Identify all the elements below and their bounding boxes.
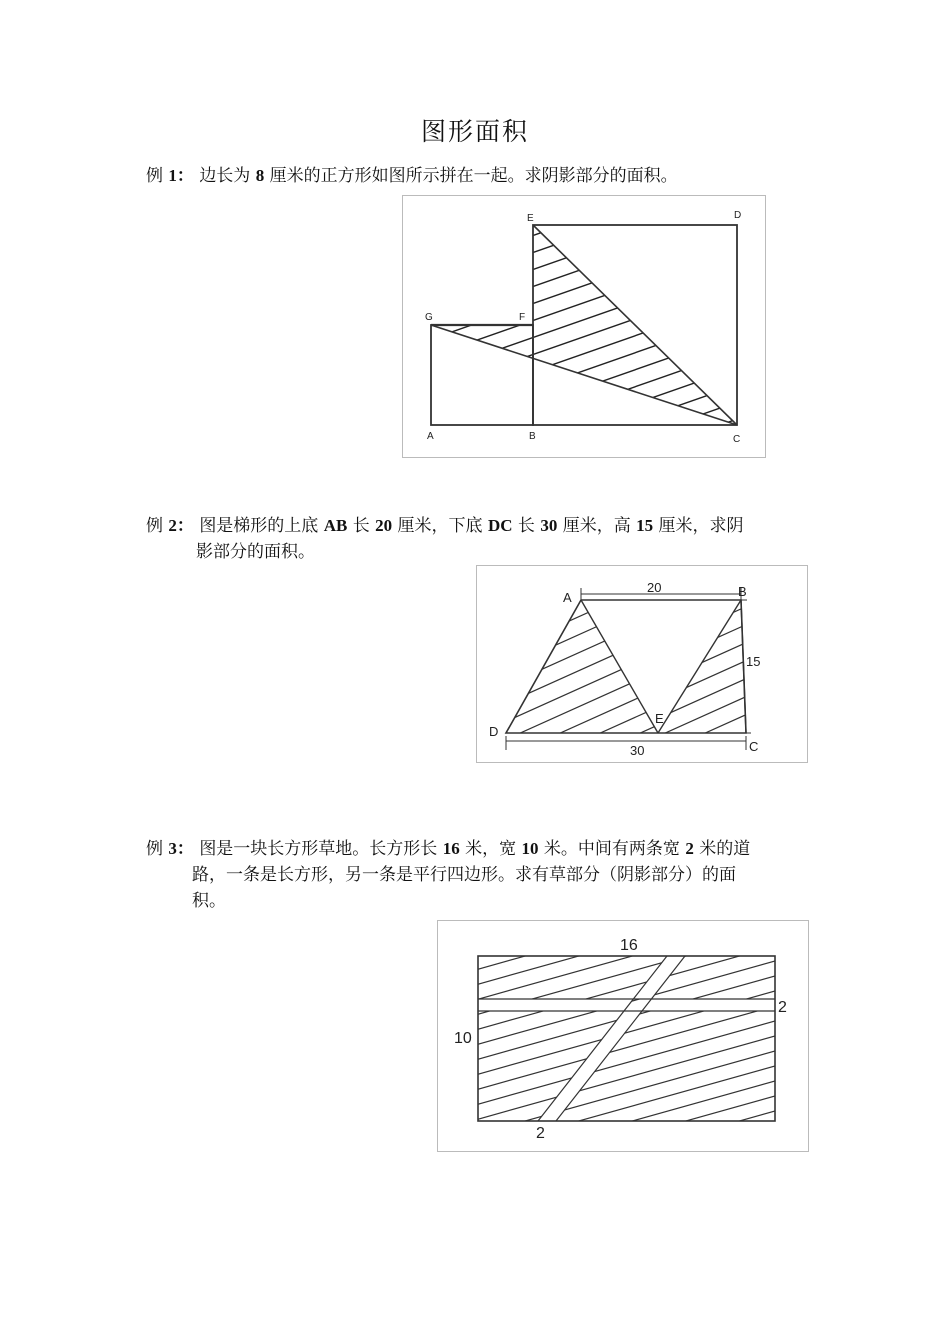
hatch-line: [423, 349, 743, 457]
example-number: 2: [168, 516, 177, 535]
text-number: 30: [540, 516, 558, 535]
dim-20: 20: [647, 580, 662, 595]
hatch-line: [652, 566, 752, 577]
hatch-line: [423, 196, 743, 206]
point-g: G: [425, 312, 433, 323]
text-part: 厘米，高: [557, 516, 637, 536]
hatch-line: [497, 631, 667, 708]
separator: ：: [176, 839, 194, 858]
hatch-line: [423, 298, 743, 410]
point-e: E: [655, 711, 664, 726]
point-c: C: [733, 434, 741, 445]
hatch-line: [423, 281, 743, 393]
hatch-line: [423, 196, 743, 291]
example-number: 3: [168, 839, 177, 858]
text-number: AB: [323, 516, 348, 535]
hatch-line: [652, 730, 752, 762]
hatch-line: [423, 400, 743, 457]
text-number: 2: [685, 839, 694, 858]
hatch-line: [652, 622, 752, 667]
hatch-line: [473, 1125, 778, 1151]
text-part: 长: [512, 516, 541, 536]
text-part: 图是一块长方形草地。长方形长: [199, 839, 443, 859]
hatch-line: [473, 921, 778, 1001]
hatch-line: [423, 196, 743, 257]
hatch-line: [423, 196, 743, 308]
figure-2: [476, 565, 808, 763]
hatch-line: [423, 383, 743, 457]
text-part: 图是梯形的上底: [199, 516, 324, 536]
point-a: A: [563, 590, 572, 605]
line-ae: [581, 600, 658, 733]
dim-16: 16: [620, 937, 638, 954]
line-gc: [431, 325, 737, 425]
hatch-line: [423, 264, 743, 376]
hatch-line: [423, 196, 743, 240]
text-line: 影部分的面积。: [196, 542, 315, 562]
text-number: DC: [487, 516, 513, 535]
example-3-text: [146, 836, 808, 914]
hatch-line: [423, 213, 743, 325]
example-label: 例: [146, 516, 163, 536]
text-part: 米的道: [693, 839, 751, 859]
point-c: C: [749, 739, 759, 754]
hatch-line: [652, 586, 752, 631]
hatch-line: [473, 1095, 778, 1151]
hatch-line: [497, 566, 667, 582]
hatch-line: [423, 315, 743, 427]
hatch-line: [473, 1110, 778, 1151]
example-label: 例: [146, 166, 163, 186]
text-line: 路，一条是长方形，另一条是平行四边形。求有草部分（阴影部分）的面: [192, 865, 736, 885]
small-square: [431, 325, 533, 425]
dim-15: 15: [746, 654, 761, 669]
point-e: E: [527, 213, 534, 224]
example-2-text: [146, 513, 808, 565]
text-part: 厘米的正方形如图所示拼在一起。求阴影部分的面积。: [264, 166, 678, 186]
hatch-line: [423, 332, 743, 444]
text-number: 10: [521, 839, 539, 858]
field-rect: [478, 956, 775, 1121]
point-d: D: [734, 210, 742, 221]
text-number: 20: [375, 516, 393, 535]
dim-2-right: 2: [778, 999, 787, 1016]
text-line: 积。: [192, 891, 226, 911]
figure-3: [437, 920, 809, 1152]
hatch-line: [497, 613, 667, 690]
hatch-line: [497, 577, 667, 654]
line-be: [658, 600, 741, 733]
text-part: 边长为: [199, 166, 256, 186]
hatch-line: [423, 196, 743, 274]
line-ec: [533, 225, 737, 425]
separator: ：: [176, 166, 194, 185]
text-part: 米，宽: [459, 839, 522, 859]
hatch-line: [473, 1080, 778, 1151]
example-label: 例: [146, 839, 163, 859]
point-b: B: [738, 584, 747, 599]
point-a: A: [427, 431, 434, 442]
separator: ：: [176, 516, 194, 535]
text-number: 16: [442, 839, 460, 858]
example-1-text: [146, 163, 808, 189]
point-b: B: [529, 431, 536, 442]
text-part: 厘米，求阴: [653, 516, 744, 536]
example-number: 1: [168, 166, 177, 185]
dim-2-bottom: 2: [536, 1125, 545, 1142]
point-f: F: [519, 312, 526, 323]
dim-30: 30: [630, 743, 645, 758]
text-number: 8: [255, 166, 265, 185]
hatch-line: [423, 196, 743, 223]
page-title: 图形面积: [420, 117, 529, 146]
text-number: 15: [636, 516, 654, 535]
text-part: 厘米，下底: [392, 516, 488, 536]
slant-road-left: [538, 956, 667, 1121]
text-part: 长: [347, 516, 376, 536]
hatch-line: [652, 566, 752, 595]
hatch-line: [652, 658, 752, 703]
point-d: D: [489, 724, 499, 739]
hatch-line: [497, 595, 667, 672]
hatch-line: [497, 566, 667, 618]
hatch-line: [652, 676, 752, 721]
figure-1: [402, 195, 766, 458]
hatch-line: [473, 921, 778, 926]
hatch-line: [423, 434, 743, 457]
hatch-line: [423, 417, 743, 457]
dim-10: 10: [454, 1030, 472, 1047]
text-part: 米。中间有两条宽: [538, 839, 686, 859]
hatch-line: [652, 604, 752, 649]
hatch-line: [423, 247, 743, 359]
